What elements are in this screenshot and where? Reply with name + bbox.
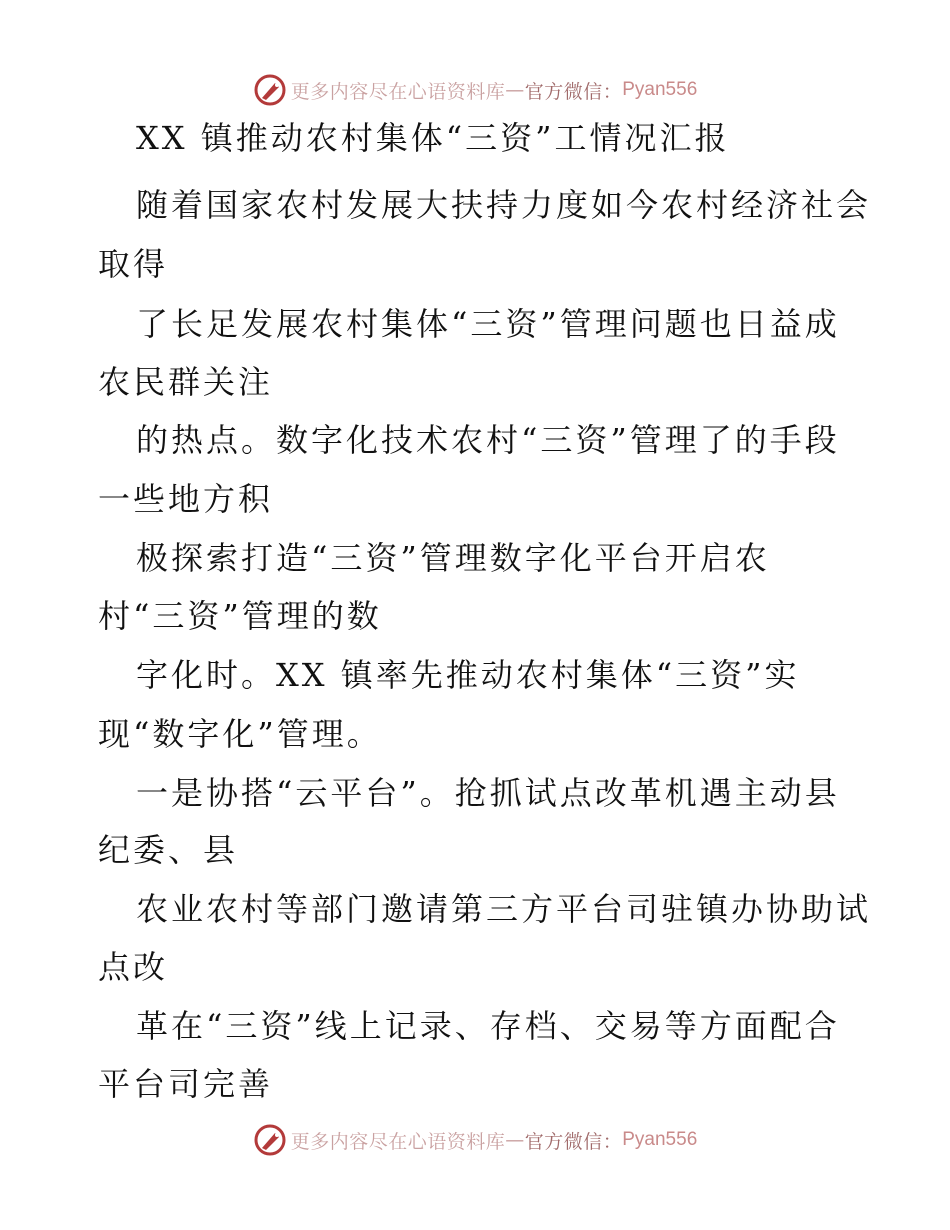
paragraph-line: 随着国家农村发展大扶持力度如今农村经济社会 xyxy=(136,186,872,224)
paragraph-line: 取得 xyxy=(98,245,169,283)
paragraph-line: 平台司完善 xyxy=(98,1065,274,1103)
paragraph-line: 极探索打造“三资”管理数字化平台开启农 xyxy=(136,539,770,577)
paragraph-line: 了长足发展农村集体“三资”管理问题也日益成 xyxy=(136,305,840,343)
paragraph-line: 的热点。数字化技术农村“三资”管理了的手段 xyxy=(136,421,840,459)
header-wechat-label: 官方微信： xyxy=(524,80,623,103)
footer-wechat-label: 官方微信： xyxy=(524,1130,623,1153)
footer-dash: — xyxy=(505,1129,525,1151)
pen-logo-icon xyxy=(253,73,287,107)
header-wechat-id: Pyan556 xyxy=(622,79,698,100)
paragraph-line: 革在“三资”线上记录、存档、交易等方面配合 xyxy=(136,1007,840,1045)
header-dash: — xyxy=(505,79,525,101)
paragraph-line: 点改 xyxy=(98,948,169,986)
header-brand-text: 更多内容尽在心语资料库 xyxy=(290,80,506,103)
pen-logo-icon xyxy=(253,1123,287,1157)
paragraph-line: 一些地方积 xyxy=(98,480,274,518)
paragraph-line: 农民群关注 xyxy=(98,363,274,401)
document-title: XX 镇推动农村集体“三资”工情况汇报 xyxy=(136,119,730,157)
paragraph-line: 一是协搭“云平台”。抢抓试点改革机遇主动县 xyxy=(136,774,840,812)
paragraph-line: 纪委、县 xyxy=(98,831,239,869)
footer-banner xyxy=(0,1120,950,1160)
footer-wechat-id: Pyan556 xyxy=(622,1129,698,1150)
header-banner xyxy=(0,70,950,110)
paragraph-line: 农业农村等部门邀请第三方平台司驻镇办协助试 xyxy=(136,890,872,928)
paragraph-line: 村“三资”管理的数 xyxy=(98,597,382,635)
paragraph-line: 字化时。XX 镇率先推动农村集体“三资”实 xyxy=(136,656,800,694)
footer-brand-text: 更多内容尽在心语资料库 xyxy=(290,1130,506,1153)
paragraph-line: 现“数字化”管理。 xyxy=(98,715,382,753)
